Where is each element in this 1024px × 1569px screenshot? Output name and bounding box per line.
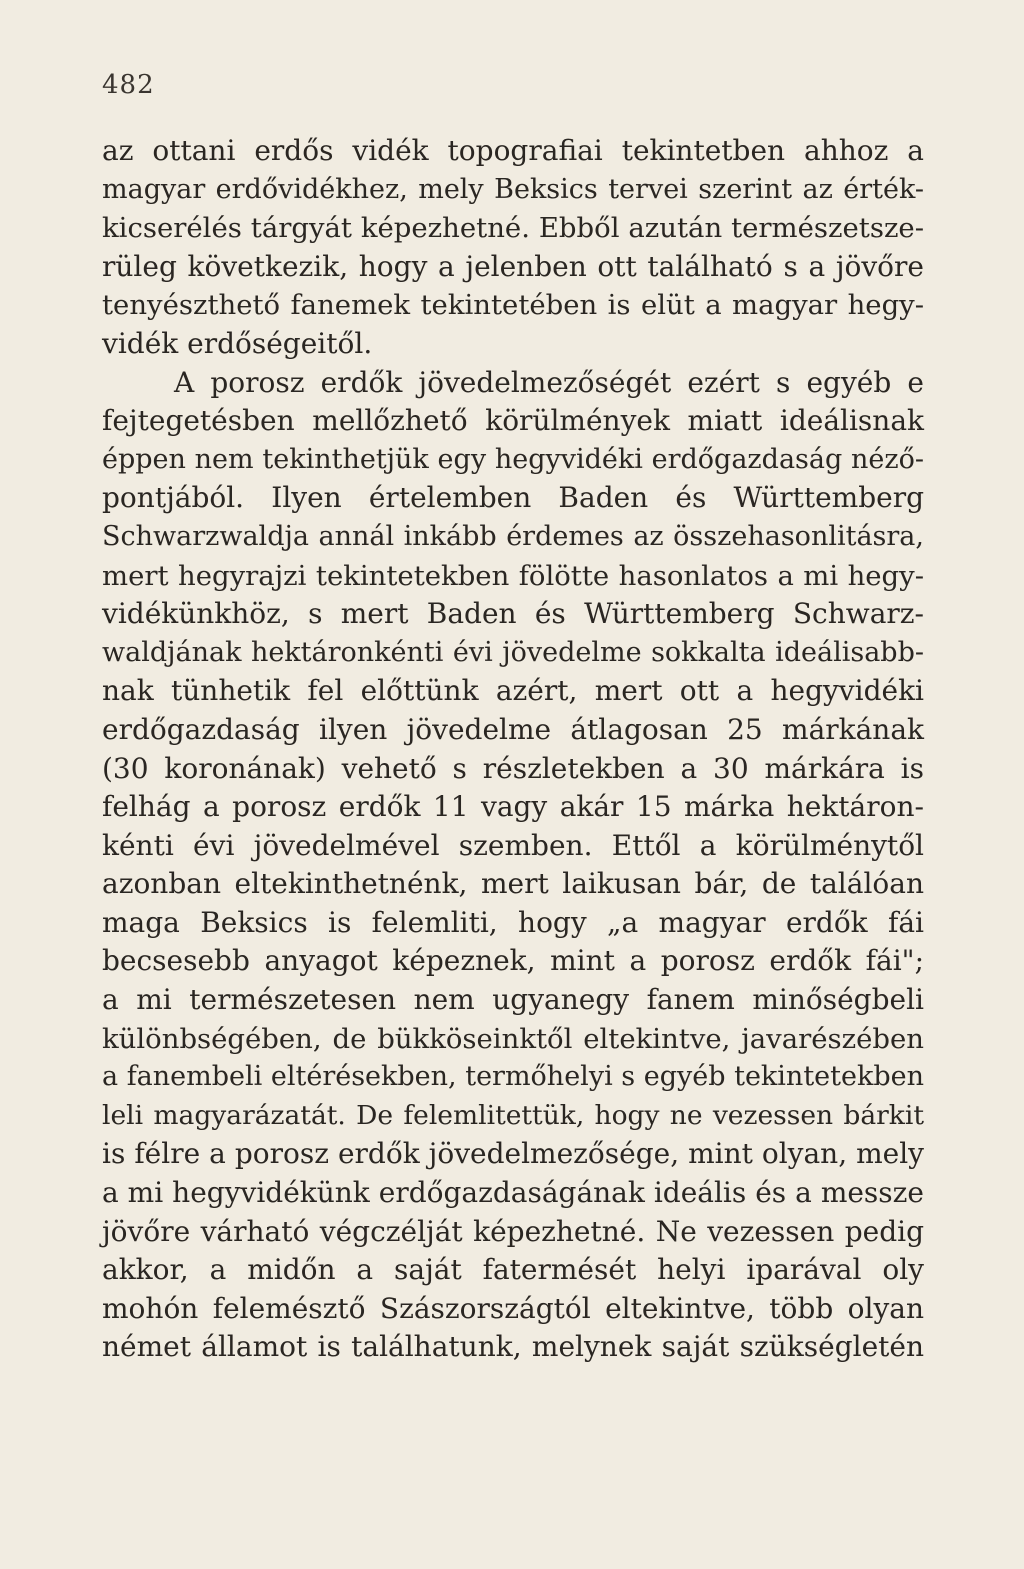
text-line: rüleg következik, hogy a jelenben ott található s a jövőre (102, 249, 924, 283)
text-line: a fanembeli eltérésekben, termőhelyi s egyéb tekintetekben (102, 1061, 924, 1093)
text-line: kénti évi jövedelmével szemben. Ettől a körülménytől (102, 828, 924, 862)
text-line: (30 koronának) vehető s részletekben a 30 márkára is (102, 751, 924, 785)
text-line: akkor, a midőn a saját fatermését helyi iparával oly (102, 1253, 924, 1287)
text-line: tenyészthető fanemek tekintetében is elüt a magyar hegy- (102, 289, 924, 322)
text-line: az ottani erdős vidék topografiai tekintetben ahhoz a (102, 134, 924, 167)
text-line: vidékünkhöz, s mert Baden és Württemberg Schwarz- (102, 597, 924, 631)
text-line: mohón felemésztő Szászországtól eltekintve, több olyan (102, 1291, 924, 1325)
text-line: vidék erdőségeitől. (102, 326, 373, 360)
page-number: 482 (102, 70, 155, 100)
text-line: pontjából. Ilyen értelemben Baden és Württemberg (102, 481, 924, 515)
text-line: különbségében, de bükköseinktől eltekintve, javarészében (102, 1022, 924, 1055)
text-line: magyar erdővidékhez, mely Beksics tervei szerint az érték- (102, 173, 924, 205)
text-line: maga Beksics is felemliti, hogy „a magyar erdők fái (102, 905, 924, 939)
text-line: a mi természetesen nem ugyanegy fanem minőségbeli (102, 983, 924, 1017)
text-line: jövőre várható végczélját képezhetné. Ne vezessen pedig (102, 1214, 924, 1248)
text-line: a mi hegyvidékünk erdőgazdaságának ideális és a messze (102, 1176, 924, 1210)
text-line: kicserélés tárgyát képezhetné. Ebből azután természetsze- (102, 212, 924, 245)
text-line: nak tünhetik fel előttünk azért, mert ott a hegyvidéki (102, 674, 924, 708)
text-line: azonban eltekinthetnénk, mert laikusan bár, de találóan (102, 867, 924, 901)
text-line: waldjának hektáronkénti évi jövedelme sokkalta ideálisabb- (102, 636, 924, 668)
text-line: éppen nem tekinthetjük egy hegyvidéki erdőgazdaság néző- (102, 443, 924, 475)
text-line: leli magyarázatát. De felemlitettük, hogy ne vezessen bárkit (102, 1099, 924, 1131)
text-line: is félre a porosz erdők jövedelmezősége, mint olyan, mely (102, 1137, 924, 1171)
text-line: becsesebb anyagot képeznek, mint a porosz erdők fái"; (102, 944, 924, 978)
text-line: fejtegetésben mellőzhető körülmények miatt ideálisnak (102, 404, 924, 438)
text-line: erdőgazdaság ilyen jövedelme átlagosan 25 márkának (102, 712, 924, 746)
text-line: felhág a porosz erdők 11 vagy akár 15 márka hektáron- (102, 790, 924, 824)
body-text (102, 132, 924, 1367)
text-line: Schwarzwaldja annál inkább érdemes az összehasonlitásra, (102, 520, 924, 552)
text-line: német államot is találhatunk, melynek saját szükségletén (102, 1330, 924, 1364)
text-line: A porosz erdők jövedelmezőségét ezért s egyéb e (174, 365, 924, 399)
text-line: mert hegyrajzi tekintetekben fölötte hasonlatos a mi hegy- (102, 559, 924, 592)
